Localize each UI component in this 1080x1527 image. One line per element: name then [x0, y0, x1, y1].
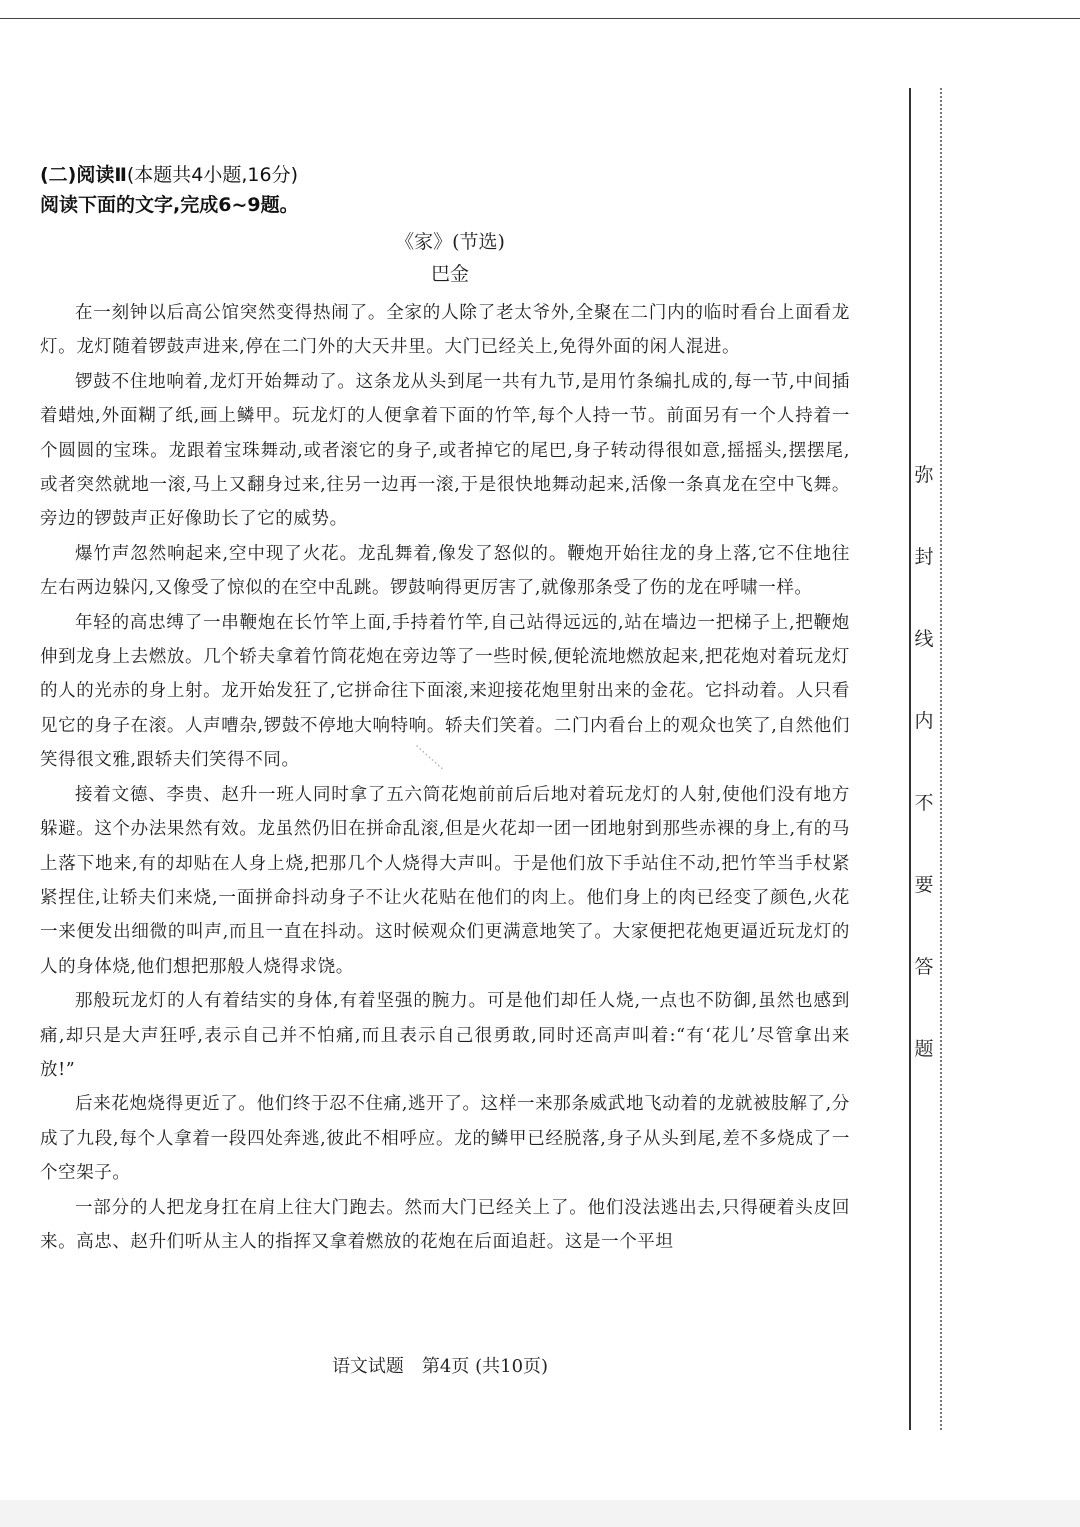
- seal-char: 封: [914, 546, 934, 568]
- seal-char: 要: [914, 874, 934, 896]
- section-heading: [40, 160, 850, 190]
- reading-instruction: 阅读下面的文字,完成6~9题。: [40, 194, 299, 216]
- seal-char: 不: [914, 792, 934, 814]
- paragraph-6: 那般玩龙灯的人有着结实的身体,有着坚强的腕力。可是他们却任人烧,一点也不防御,虽然也感到痛,却只是大声狂呼,表示自己并不怕痛,而且表示自己很勇敢,同时还高声叫着:“有‘花儿’尽管拿出来放!”: [40, 991, 850, 1080]
- paragraph-3: 爆竹声忽然响起来,空中现了火花。龙乱舞着,像发了怒似的。鞭炮开始往龙的身上落,它不住地往左右两边躲闪,又像受了惊似的在空中乱跳。锣鼓响得更厉害了,就像那条受了伤的龙在呼啸一样。: [40, 543, 850, 599]
- article-title: 《家》(节选): [395, 231, 505, 253]
- top-border-line: [0, 18, 1080, 19]
- paragraph-5: 接着文德、李贵、赵升一班人同时拿了五六筒花炮前前后后地对着玩龙灯的人射,使他们没有地方躲避。这个办法果然有效。龙虽然仍旧在拼命乱滚,但是火花却一团一团地射到那些赤裸的身上,有的马上落下地来,有的却贴在人身上烧,把那几个人烧得大声叫。于是他们放下手站住不动,把竹竿当手杖紧紧捏住,让轿夫们来烧,一面拼命抖动身子不让火花贴在他们的肉上。他们身上的肉已经变了颜色,火花一来便发出细微的叫声,而且一直在抖动。这时候观众们更满意地笑了。大家便把花炮更逼近玩龙灯的人的身体烧,他们想把那般人烧得求饶。: [40, 784, 850, 977]
- seal-char: 答: [914, 956, 934, 978]
- paragraph-7: 后来花炮烧得更近了。他们终于忍不住痛,逃开了。这样一来那条威武地飞动着的龙就被肢解了,分成了九段,每个人拿着一段四处奔逃,彼此不相呼应。龙的鳞甲已经脱落,身子从头到尾,差不多烧成了一个空架子。: [40, 1094, 850, 1184]
- section-title-note: (本题共4小题,16分): [126, 164, 299, 186]
- article-author: 巴金: [430, 263, 469, 285]
- paragraph-8: 一部分的人把龙身扛在肩上往大门跑去。然而大门已经关上了。他们没法逃出去,只得硬着头皮回来。高忠、赵升们听从主人的指挥又拿着燃放的花炮在后面追赶。这是一个平坦: [40, 1197, 850, 1252]
- exam-page: [40, 160, 850, 1259]
- paragraph-2: 锣鼓不住地响着,龙灯开始舞动了。这条龙从头到尾一共有九节,是用竹条编扎成的,每一节,中间插着蜡烛,外面糊了纸,画上鳞甲。玩龙灯的人便拿着下面的竹竿,每个人持一节。前面另有一个人持着一个圆圆的宝珠。龙跟着宝珠舞动,或者滚它的身子,或者掉它的尾巴,身子转动得很如意,摇摇头,摆摆尾,或者突然就地一滚,马上又翻身过来,往另一边再一滚,于是很快地舞动起来,活像一条真龙在空中飞舞。旁边的锣鼓声正好像助长了它的威势。: [40, 371, 850, 530]
- seal-dotted-line: [940, 88, 942, 1430]
- section-title: (二)阅读Ⅱ: [40, 164, 127, 186]
- paragraph-4: 年轻的高忠缚了一串鞭炮在长竹竿上面,手持着竹竿,自己站得远远的,站在墙边一把梯子上,把鞭炮伸到龙身上去燃放。几个轿夫拿着竹筒花炮在旁边等了一些时候,便轮流地燃放起来,把花炮对着玩龙灯的人的光赤的身上射。龙开始发狂了,它拼命往下面滚,来迎接花炮里射出来的金花。它抖动着。人只看见它的身子在滚。人声嘈杂,锣鼓不停地大响特响。轿夫们笑着。二门内看台上的观众也笑了,自然他们笑得很文雅,跟轿夫们笑得不同。: [40, 612, 850, 771]
- page-footer: 语文试题 第4页 (共10页): [331, 1356, 549, 1377]
- seal-char: 题: [914, 1038, 934, 1060]
- watermark: ·········: [409, 740, 448, 777]
- seal-char: 线: [914, 628, 934, 650]
- paragraph-1: 在一刻钟以后高公馆突然变得热闹了。全家的人除了老太爷外,全聚在二门内的临时看台上面看龙灯。龙灯随着锣鼓声进来,停在二门外的大天井里。大门已经关上,免得外面的闲人混进。: [40, 303, 850, 358]
- seal-char: 弥: [914, 464, 934, 486]
- page-bottom-edge: [0, 1500, 1080, 1527]
- seal-char: 内: [914, 710, 934, 732]
- seal-notice: [908, 460, 940, 1060]
